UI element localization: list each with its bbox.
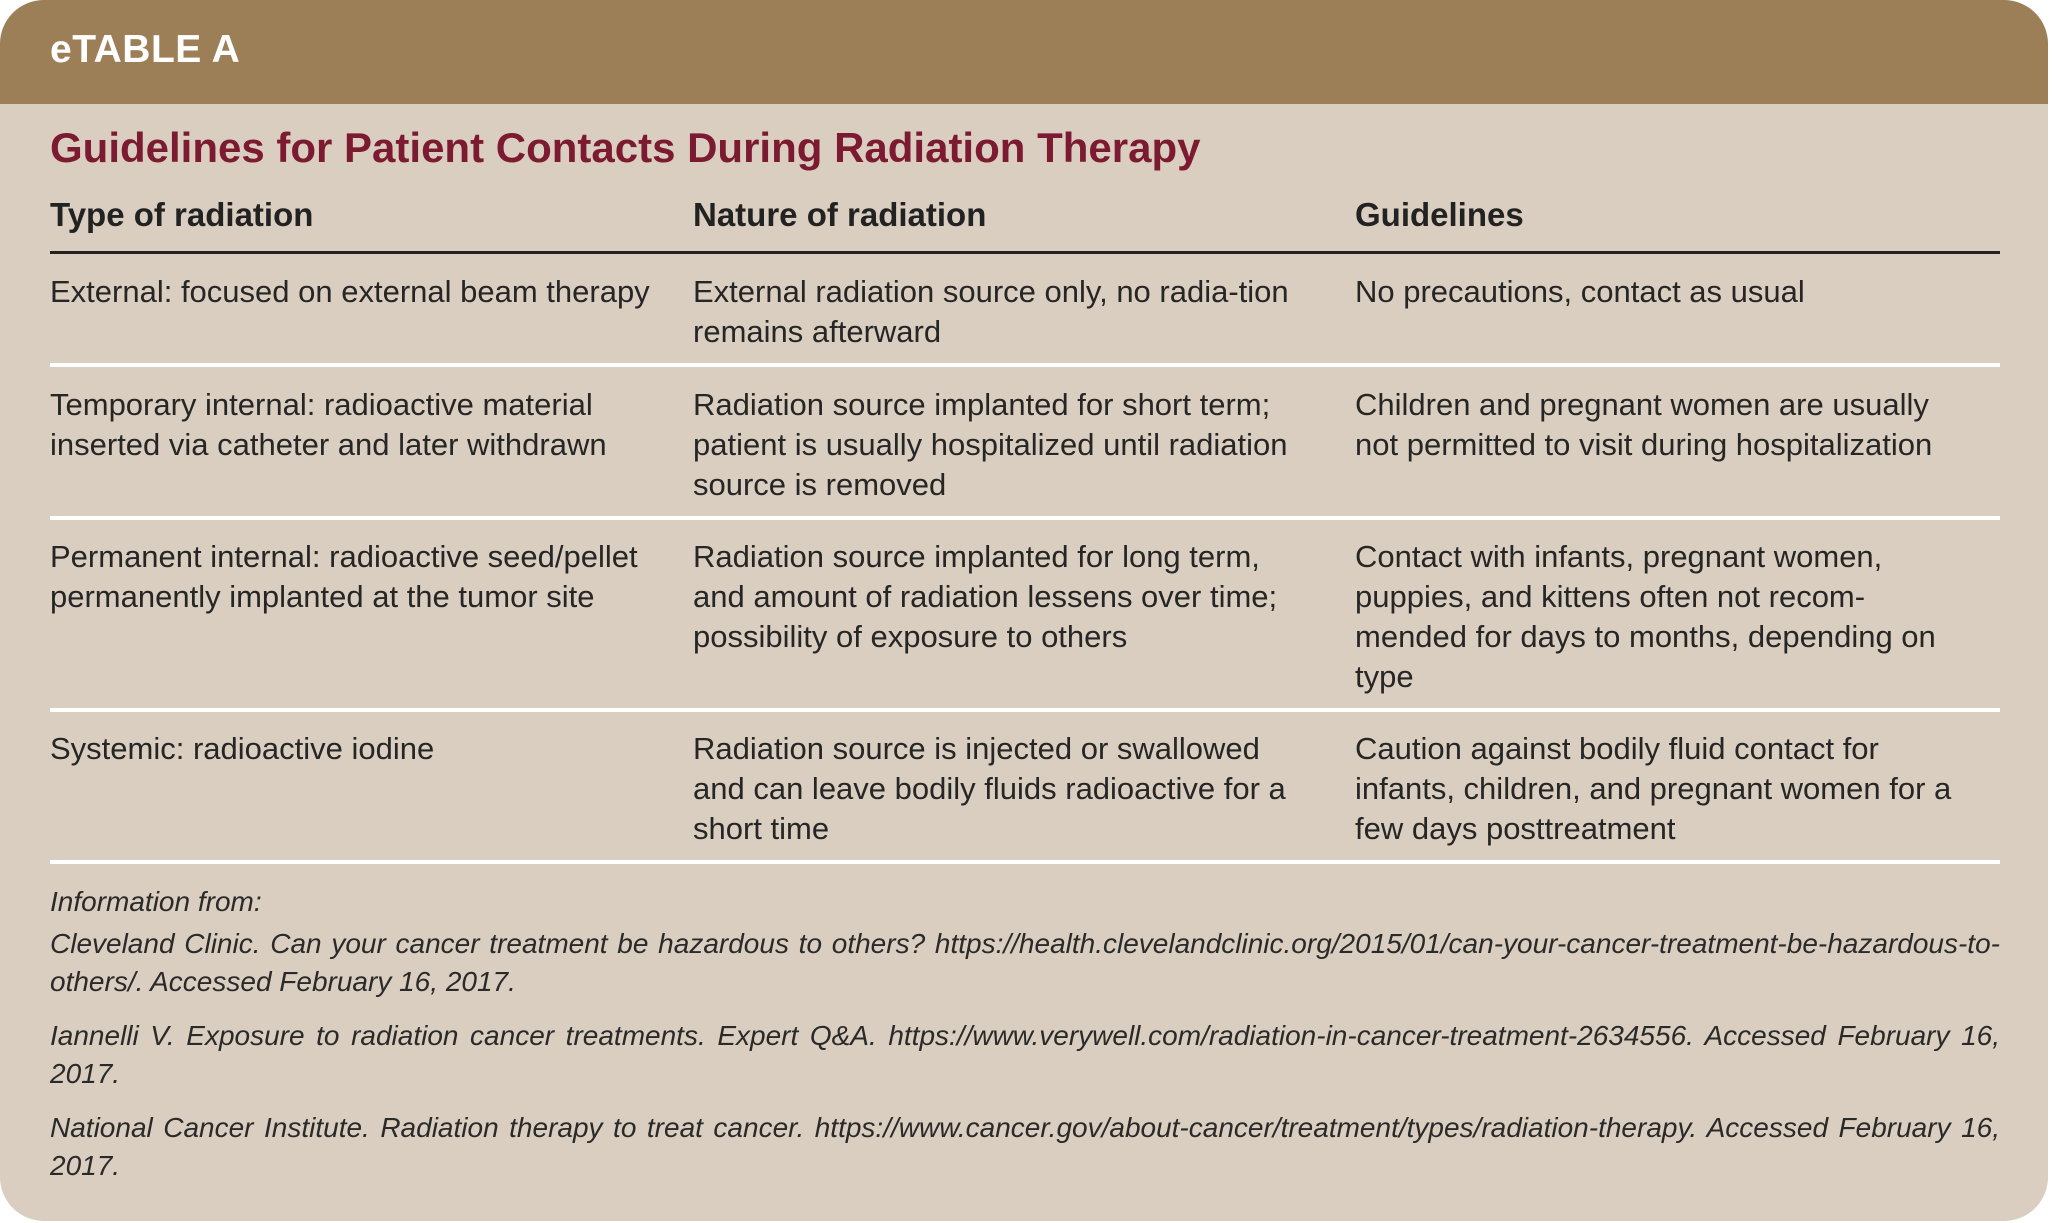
column-header-type: Type of radiation (50, 196, 314, 233)
row-divider (50, 363, 2000, 367)
footnote-intro: Information from: (50, 886, 262, 917)
row-divider (50, 516, 2000, 520)
row-2-nature: Radiation source implanted for short term; patient is usually hospitalized until radiation source is removed (693, 387, 1288, 502)
footnote-reference: Cleveland Clinic. Can your cancer treatment be hazardous to others? https://health.clevelandclinic.org/2015/01/can-your-cancer-treatment-be-hazardous-to-others/. Accessed February 16, 2017. (50, 928, 2000, 997)
footnote-reference: National Cancer Institute. Radiation therapy to treat cancer. https://www.cancer.gov/about-cancer/treatment/types/radiation-therapy. Accessed February 16, 2017. (50, 1112, 2000, 1181)
table-bottom-divider (50, 860, 2000, 864)
column-header-nature: Nature of radiation (693, 196, 987, 233)
row-3-nature: Radiation source implanted for long term, and amount of radiation lessens over time; possibility of exposure to others (693, 539, 1278, 654)
table-title: Guidelines for Patient Contacts During Radiation Therapy (50, 124, 1201, 171)
row-4-nature: Radiation source is injected or swallowed and can leave bodily fluids radioactive for a short time (693, 731, 1286, 846)
footnote-reference: Iannelli V. Exposure to radiation cancer treatments. Expert Q&A. https://www.verywell.com/radiation-in-cancer-treatment-2634556. Accessed February 16, 2017. (50, 1020, 2000, 1089)
row-1-nature: External radiation source only, no radia-tion remains afterward (693, 274, 1289, 349)
header-divider (50, 251, 2000, 254)
row-3-type: Permanent internal: radioactive seed/pellet permanently implanted at the tumor site (50, 539, 638, 614)
header-bar (0, 0, 2048, 104)
table-label: eTABLE A (50, 28, 241, 71)
row-2-type: Temporary internal: radioactive material inserted via catheter and later withdrawn (50, 387, 607, 462)
footnotes (50, 883, 2000, 1201)
row-4-type: Systemic: radioactive iodine (50, 731, 435, 766)
column-header-guidelines: Guidelines (1355, 196, 1524, 233)
row-divider (50, 708, 2000, 712)
row-1-type: External: focused on external beam therapy (50, 274, 650, 309)
row-4-guidelines: Caution against bodily fluid contact for infants, children, and pregnant women for a few days posttreatment (1355, 731, 1952, 846)
row-1-guidelines: No precautions, contact as usual (1355, 274, 1805, 309)
row-2-guidelines: Children and pregnant women are usually not permitted to visit during hospitalization (1355, 387, 1933, 462)
row-3-guidelines: Contact with infants, pregnant women, puppies, and kittens often not recom-mended for days to months, depending on type (1355, 539, 1936, 694)
